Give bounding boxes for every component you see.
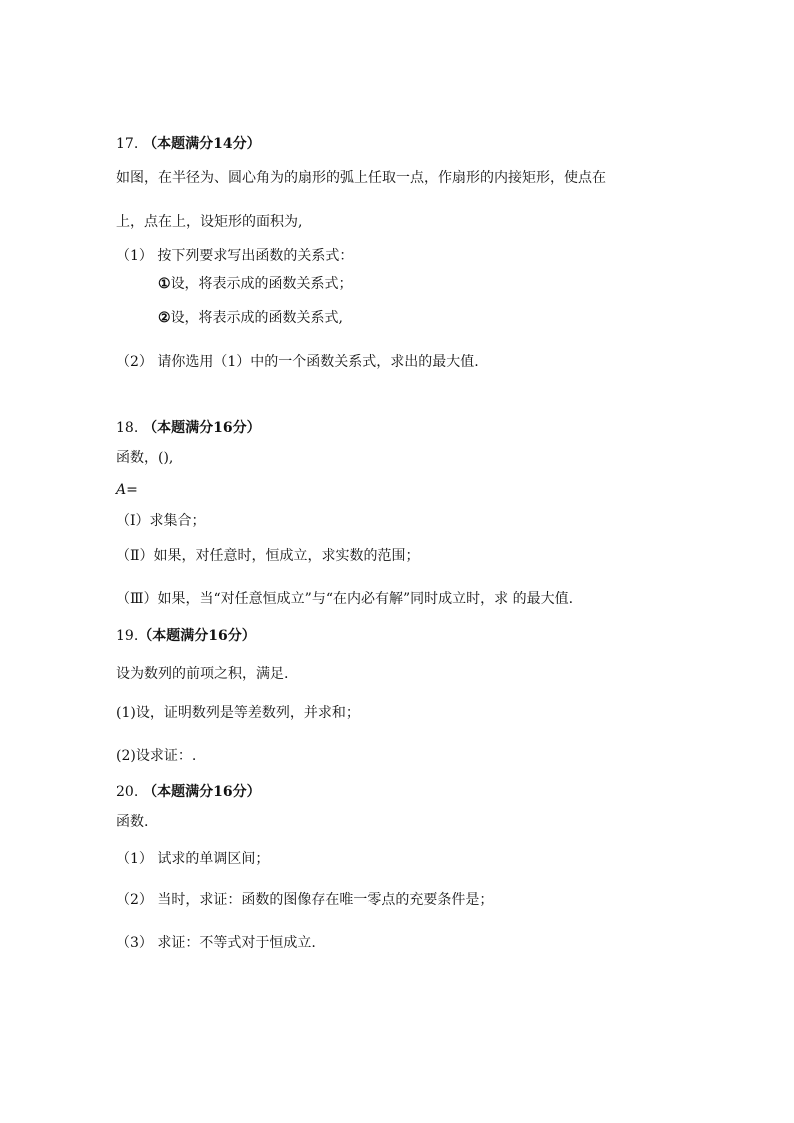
q17-part2-tag: （2） <box>116 354 153 370</box>
q17-score: （本题满分14分） <box>143 136 261 152</box>
q17-stem-line2: 上，点在上，设矩形的面积为, <box>116 214 303 230</box>
q17-part1 <box>116 246 353 266</box>
q20-score: （本题满分16分） <box>143 784 261 800</box>
q17-sub2-mark: ② <box>158 310 171 326</box>
q17-part2 <box>116 352 479 372</box>
q17-number: 17. <box>116 136 139 152</box>
q17-sub2 <box>158 308 343 328</box>
q17-part1-text: 按下列要求写出函数的关系式： <box>157 248 354 264</box>
q20-part2 <box>116 890 493 910</box>
q18-part3-tag: （Ⅲ） <box>116 591 158 607</box>
q18-part1 <box>116 511 206 531</box>
q17-stem-line1: 如图，在半径为、圆心角为的扇形的弧上任取一点，作扇形的内接矩形，使点在 <box>116 170 606 186</box>
q17-part2-text: 请你选用（1）中的一个函数关系式，求出的最大值. <box>157 354 479 370</box>
q18-score: （本题满分16分） <box>143 420 261 436</box>
q20-part3 <box>116 933 316 953</box>
q17-part1-tag: （1） <box>116 248 153 264</box>
q17-sub1-mark: ① <box>158 276 171 292</box>
q18-stem-line1: 函数，(), <box>116 450 174 466</box>
q20-part3-tag: （3） <box>116 935 153 951</box>
q18-part3-text: 如果，当“对任意恒成立”与“在内必有解”同时成立时，求 的最大值. <box>157 591 574 607</box>
q20-stem-line1: 函数. <box>116 814 149 830</box>
q20-part2-tag: （2） <box>116 892 153 908</box>
q18-part3 <box>116 589 573 609</box>
q20-part2-text: 当时，求证：函数的图像存在唯一零点的充要条件是； <box>157 892 494 908</box>
q19-part2-tag: (2) <box>116 748 136 764</box>
q19-number: 19. <box>116 628 139 644</box>
q20-part1-tag: （1） <box>116 851 153 867</box>
q18-part2 <box>116 546 420 566</box>
q20-header <box>116 782 261 802</box>
q17-header <box>116 134 261 154</box>
q18-stem-line2: A= <box>116 482 138 498</box>
q19-part2-text: 设求证：. <box>135 748 197 764</box>
q17-sub2-text: 设，将表示成的函数关系式, <box>170 310 344 326</box>
q20-part3-text: 求证：不等式对于恒成立. <box>157 935 316 951</box>
q19-stem-line1: 设为数列的前项之积，满足. <box>116 666 289 682</box>
q18-header <box>116 418 261 438</box>
q17-sub1-text: 设，将表示成的函数关系式； <box>170 276 353 292</box>
q20-part1-text: 试求的单调区间； <box>157 851 270 867</box>
q18-part1-text: 求集合； <box>149 513 206 529</box>
q18-part1-tag: （Ⅰ） <box>116 513 150 529</box>
q18-number: 18. <box>116 420 139 436</box>
q19-part1-text: 设，证明数列是等差数列，并求和； <box>135 705 360 721</box>
q18-part2-tag: （Ⅱ） <box>116 548 154 564</box>
q19-header <box>116 626 256 646</box>
q19-part2 <box>116 746 196 766</box>
q19-part1-tag: (1) <box>116 705 136 721</box>
q17-sub1 <box>158 274 353 294</box>
q20-number: 20. <box>116 784 139 800</box>
q19-part1 <box>116 703 360 723</box>
q20-part1 <box>116 849 269 869</box>
q18-part2-text: 如果，对任意时，恒成立，求实数的范围； <box>153 548 420 564</box>
q19-score: （本题满分16分） <box>138 628 256 644</box>
